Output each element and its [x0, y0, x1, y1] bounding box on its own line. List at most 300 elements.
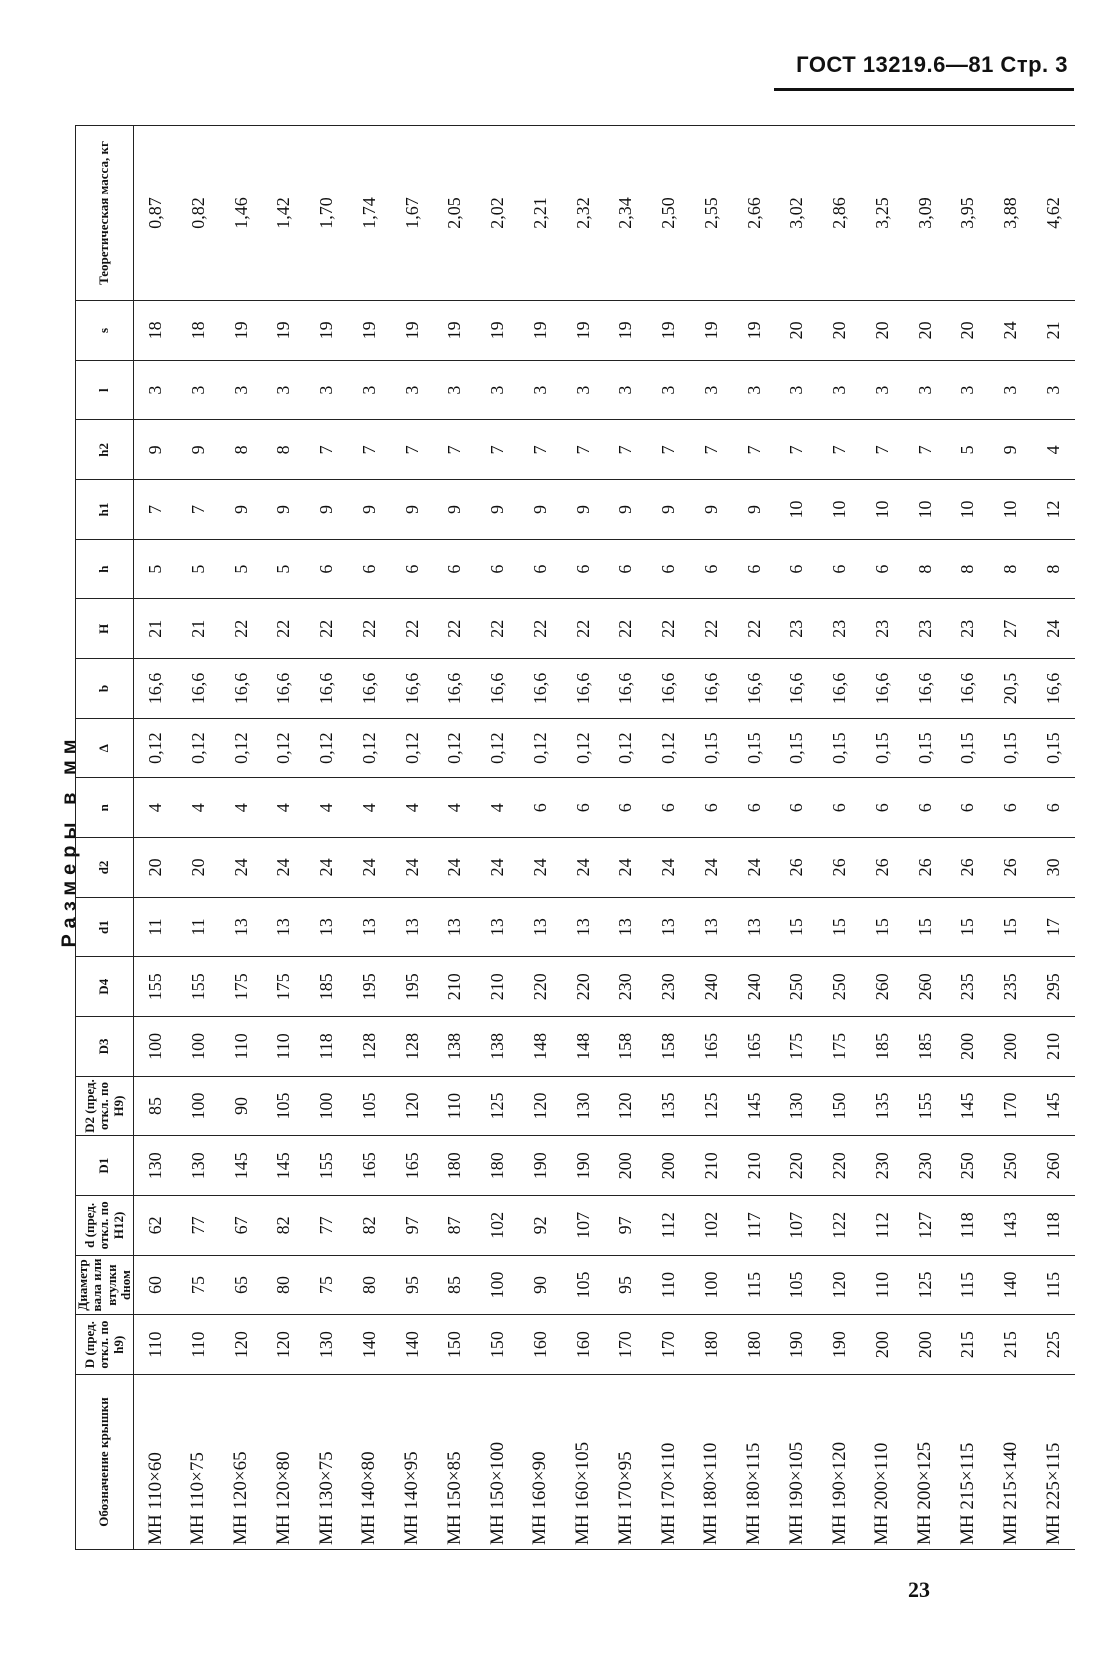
table-cell: 0,12 — [391, 718, 434, 778]
table-cell: 6 — [904, 778, 947, 838]
table-cell: 260 — [904, 957, 947, 1017]
table-cell: 4 — [220, 778, 263, 838]
table-cell: 9 — [690, 480, 733, 540]
column-header: h1 — [76, 480, 134, 540]
table-cell: 16,6 — [177, 659, 220, 719]
table-cell: 16,6 — [391, 659, 434, 719]
table-cell: 6 — [647, 539, 690, 599]
column-header: D4 — [76, 957, 134, 1017]
table-row — [776, 126, 819, 1550]
table-cell: МН 190×105 — [776, 1375, 819, 1550]
table-cell: МН 130×75 — [305, 1375, 348, 1550]
header-rule — [774, 88, 1074, 91]
table-cell: 1,67 — [391, 126, 434, 301]
table-cell: 6 — [776, 778, 819, 838]
table-cell: 3 — [647, 360, 690, 420]
table-cell: 175 — [263, 957, 306, 1017]
table-cell: 0,15 — [989, 718, 1032, 778]
table-cell: 3 — [305, 360, 348, 420]
table-cell: 13 — [562, 897, 605, 957]
table-cell: 13 — [434, 897, 477, 957]
table-cell: 9 — [733, 480, 776, 540]
table-cell: 135 — [647, 1076, 690, 1136]
table-cell: 24 — [690, 838, 733, 898]
table-row — [434, 126, 477, 1550]
table-cell: 1,74 — [348, 126, 391, 301]
table-cell: 9 — [348, 480, 391, 540]
table-cell: 160 — [562, 1315, 605, 1375]
table-cell: 16,6 — [562, 659, 605, 719]
table-cell: 6 — [861, 778, 904, 838]
table-cell: 165 — [348, 1136, 391, 1196]
table-cell: МН 170×110 — [647, 1375, 690, 1550]
table-cell: 22 — [733, 599, 776, 659]
table-cell: 62 — [134, 1196, 177, 1256]
table-cell: 125 — [904, 1255, 947, 1315]
table-row — [904, 126, 947, 1550]
table-row — [220, 126, 263, 1550]
table-row — [305, 126, 348, 1550]
table-cell: 180 — [434, 1136, 477, 1196]
table-cell: 8 — [263, 420, 306, 480]
table-cell: 19 — [647, 301, 690, 361]
table-cell: 5 — [134, 539, 177, 599]
table-cell: 26 — [947, 838, 990, 898]
table-row — [177, 126, 220, 1550]
table-cell: 105 — [562, 1255, 605, 1315]
table-cell: 19 — [605, 301, 648, 361]
column-header: Диаметр вала или втулки dном — [76, 1255, 134, 1315]
table-cell: 220 — [818, 1136, 861, 1196]
table-cell: 22 — [519, 599, 562, 659]
table-cell: 140 — [348, 1315, 391, 1375]
table-cell: 0,12 — [647, 718, 690, 778]
table-cell: 240 — [733, 957, 776, 1017]
table-cell: 90 — [220, 1076, 263, 1136]
table-cell: 120 — [605, 1076, 648, 1136]
table-cell: 16,6 — [305, 659, 348, 719]
table-cell: 97 — [391, 1196, 434, 1256]
table-cell: 0,15 — [690, 718, 733, 778]
table-cell: 82 — [348, 1196, 391, 1256]
table-cell: 0,12 — [134, 718, 177, 778]
table-cell: 155 — [134, 957, 177, 1017]
table-cell: 1,70 — [305, 126, 348, 301]
table-cell: 13 — [605, 897, 648, 957]
table-cell: 118 — [1032, 1196, 1075, 1256]
table-row — [690, 126, 733, 1550]
table-cell: 24 — [434, 838, 477, 898]
table-cell: 215 — [989, 1315, 1032, 1375]
table-cell: 16,6 — [476, 659, 519, 719]
table-cell: 220 — [776, 1136, 819, 1196]
table-cell: 180 — [476, 1136, 519, 1196]
table-cell: 22 — [305, 599, 348, 659]
table-cell: 87 — [434, 1196, 477, 1256]
table-cell: 0,12 — [305, 718, 348, 778]
table-header-row — [76, 126, 134, 1550]
table-cell: 155 — [177, 957, 220, 1017]
table-cell: 230 — [605, 957, 648, 1017]
table-cell: 3 — [605, 360, 648, 420]
table-cell: 200 — [647, 1136, 690, 1196]
table-cell: 7 — [476, 420, 519, 480]
table-cell: 2,66 — [733, 126, 776, 301]
table-cell: 130 — [305, 1315, 348, 1375]
table-cell: 95 — [391, 1255, 434, 1315]
table-cell: 24 — [733, 838, 776, 898]
table-cell: 22 — [476, 599, 519, 659]
table-cell: 26 — [861, 838, 904, 898]
table-cell: 9 — [391, 480, 434, 540]
rotated-table — [75, 125, 1075, 1550]
table-cell: 22 — [647, 599, 690, 659]
table-cell: 200 — [861, 1315, 904, 1375]
table-cell: 7 — [562, 420, 605, 480]
table-cell: 82 — [263, 1196, 306, 1256]
table-cell: 13 — [647, 897, 690, 957]
table-cell: 11 — [177, 897, 220, 957]
table-cell: 16,6 — [134, 659, 177, 719]
table-cell: МН 200×125 — [904, 1375, 947, 1550]
table-body — [134, 126, 1075, 1550]
table-cell: 9 — [605, 480, 648, 540]
table-cell: МН 150×85 — [434, 1375, 477, 1550]
table-cell: 20 — [904, 301, 947, 361]
table-cell: 140 — [989, 1255, 1032, 1315]
table-cell: 6 — [818, 778, 861, 838]
table-cell: 16,6 — [733, 659, 776, 719]
table-cell: 170 — [605, 1315, 648, 1375]
table-cell: 165 — [733, 1017, 776, 1077]
table-row — [562, 126, 605, 1550]
table-cell: 23 — [861, 599, 904, 659]
table-cell: 4 — [476, 778, 519, 838]
table-cell: 100 — [476, 1255, 519, 1315]
table-cell: 60 — [134, 1255, 177, 1315]
table-cell: 19 — [220, 301, 263, 361]
table-cell: 9 — [562, 480, 605, 540]
table-cell: 110 — [134, 1315, 177, 1375]
table-cell: 15 — [989, 897, 1032, 957]
table-cell: 5 — [177, 539, 220, 599]
table-cell: 120 — [263, 1315, 306, 1375]
table-cell: МН 190×120 — [818, 1375, 861, 1550]
table-cell: 3,88 — [989, 126, 1032, 301]
table-cell: 16,6 — [904, 659, 947, 719]
table-cell: 230 — [861, 1136, 904, 1196]
table-cell: 15 — [776, 897, 819, 957]
table-cell: 26 — [904, 838, 947, 898]
table-cell: 150 — [434, 1315, 477, 1375]
table-cell: 4 — [263, 778, 306, 838]
table-cell: 210 — [733, 1136, 776, 1196]
table-cell: 75 — [177, 1255, 220, 1315]
table-cell: 15 — [818, 897, 861, 957]
table-cell: 110 — [220, 1017, 263, 1077]
table-cell: 165 — [391, 1136, 434, 1196]
table-cell: 0,12 — [220, 718, 263, 778]
table-cell: 16,6 — [861, 659, 904, 719]
table-cell: 140 — [391, 1315, 434, 1375]
table-cell: 22 — [605, 599, 648, 659]
table-cell: 90 — [519, 1255, 562, 1315]
table-cell: 13 — [391, 897, 434, 957]
table-cell: МН 200×110 — [861, 1375, 904, 1550]
table-cell: 3 — [989, 360, 1032, 420]
table-cell: 6 — [647, 778, 690, 838]
table-cell: 110 — [434, 1076, 477, 1136]
table-cell: 7 — [434, 420, 477, 480]
table-cell: 16,6 — [348, 659, 391, 719]
table-cell: 295 — [1032, 957, 1075, 1017]
table-cell: 10 — [776, 480, 819, 540]
table-cell: 3 — [861, 360, 904, 420]
table-cell: 22 — [562, 599, 605, 659]
table-cell: 185 — [305, 957, 348, 1017]
table-cell: 24 — [562, 838, 605, 898]
table-cell: 0,15 — [776, 718, 819, 778]
table-cell: 200 — [989, 1017, 1032, 1077]
table-cell: 210 — [690, 1136, 733, 1196]
table-cell: 138 — [476, 1017, 519, 1077]
table-cell: 250 — [776, 957, 819, 1017]
table-cell: 19 — [348, 301, 391, 361]
page-number: 23 — [908, 1577, 930, 1602]
table-cell: 190 — [519, 1136, 562, 1196]
table-cell: 3 — [947, 360, 990, 420]
table-cell: 3 — [904, 360, 947, 420]
table-cell: 210 — [1032, 1017, 1075, 1077]
table-cell: 107 — [562, 1196, 605, 1256]
table-cell: 7 — [391, 420, 434, 480]
table-cell: 7 — [818, 420, 861, 480]
column-header: d (пред. откл. по H12) — [76, 1196, 134, 1256]
table-cell: 23 — [947, 599, 990, 659]
table-cell: 16,6 — [818, 659, 861, 719]
table-cell: 175 — [220, 957, 263, 1017]
table-row — [391, 126, 434, 1550]
table-cell: 13 — [220, 897, 263, 957]
table-cell: 220 — [562, 957, 605, 1017]
table-cell: 77 — [305, 1196, 348, 1256]
table-cell: 22 — [690, 599, 733, 659]
table-cell: 9 — [177, 420, 220, 480]
table-cell: 185 — [861, 1017, 904, 1077]
table-cell: МН 170×95 — [605, 1375, 648, 1550]
table-cell: 17 — [1032, 897, 1075, 957]
table-cell: 15 — [904, 897, 947, 957]
table-cell: 185 — [904, 1017, 947, 1077]
table-cell: 12 — [1032, 480, 1075, 540]
table-cell: 13 — [476, 897, 519, 957]
dimensions-title-text: Размеры в мм — [58, 732, 81, 948]
table-cell: 215 — [947, 1315, 990, 1375]
table-cell: 9 — [434, 480, 477, 540]
table-row — [519, 126, 562, 1550]
table-cell: 16,6 — [519, 659, 562, 719]
table-cell: 4 — [1032, 420, 1075, 480]
table-cell: 3,25 — [861, 126, 904, 301]
table-cell: 145 — [220, 1136, 263, 1196]
table-cell: 20 — [947, 301, 990, 361]
table-cell: 2,05 — [434, 126, 477, 301]
table-cell: 21 — [177, 599, 220, 659]
table-cell: 67 — [220, 1196, 263, 1256]
table-cell: 145 — [947, 1076, 990, 1136]
table-cell: 200 — [904, 1315, 947, 1375]
table-cell: 102 — [690, 1196, 733, 1256]
table-cell: 0,15 — [818, 718, 861, 778]
table-cell: МН 140×95 — [391, 1375, 434, 1550]
table-cell: 8 — [989, 539, 1032, 599]
table-cell: 22 — [391, 599, 434, 659]
table-cell: 120 — [391, 1076, 434, 1136]
table-cell: 9 — [220, 480, 263, 540]
table-cell: 10 — [904, 480, 947, 540]
column-header: d2 — [76, 838, 134, 898]
table-cell: 4 — [305, 778, 348, 838]
table-cell: 4 — [391, 778, 434, 838]
table-cell: 30 — [1032, 838, 1075, 898]
table-cell: 135 — [861, 1076, 904, 1136]
table-row — [134, 126, 177, 1550]
table-cell: 9 — [647, 480, 690, 540]
table-cell: 0,12 — [519, 718, 562, 778]
table-cell: 0,12 — [476, 718, 519, 778]
table-cell: 85 — [134, 1076, 177, 1136]
table-cell: МН 180×115 — [733, 1375, 776, 1550]
table-cell: 110 — [177, 1315, 220, 1375]
table-cell: 105 — [263, 1076, 306, 1136]
table-cell: 15 — [947, 897, 990, 957]
table-cell: 24 — [305, 838, 348, 898]
table-cell: 4,62 — [1032, 126, 1075, 301]
table-cell: 80 — [348, 1255, 391, 1315]
table-cell: 4 — [177, 778, 220, 838]
table-cell: 125 — [476, 1076, 519, 1136]
table-cell: 24 — [263, 838, 306, 898]
table-cell: 3 — [220, 360, 263, 420]
table-cell: 16,6 — [434, 659, 477, 719]
table-cell: 10 — [818, 480, 861, 540]
table-cell: 20 — [861, 301, 904, 361]
table-cell: 92 — [519, 1196, 562, 1256]
table-cell: 6 — [776, 539, 819, 599]
table-cell: 13 — [733, 897, 776, 957]
column-header: d1 — [76, 897, 134, 957]
table-cell: 2,50 — [647, 126, 690, 301]
table-cell: 150 — [476, 1315, 519, 1375]
table-cell: 190 — [818, 1315, 861, 1375]
table-cell: 26 — [989, 838, 1032, 898]
table-cell: 112 — [861, 1196, 904, 1256]
table-cell: 130 — [776, 1076, 819, 1136]
table-cell: 8 — [220, 420, 263, 480]
table-cell: 2,32 — [562, 126, 605, 301]
table-cell: 155 — [904, 1076, 947, 1136]
column-header: Δ — [76, 718, 134, 778]
table-cell: 97 — [605, 1196, 648, 1256]
table-cell: 8 — [1032, 539, 1075, 599]
table-cell: 6 — [476, 539, 519, 599]
column-header: H — [76, 599, 134, 659]
table-cell: МН 110×60 — [134, 1375, 177, 1550]
table-cell: 1,42 — [263, 126, 306, 301]
table-cell: 0,15 — [733, 718, 776, 778]
table-cell: 24 — [989, 301, 1032, 361]
table-cell: 6 — [818, 539, 861, 599]
table-cell: 4 — [434, 778, 477, 838]
table-cell: 22 — [220, 599, 263, 659]
table-cell: 3 — [690, 360, 733, 420]
table-cell: 110 — [861, 1255, 904, 1315]
table-cell: 19 — [519, 301, 562, 361]
table-cell: 120 — [220, 1315, 263, 1375]
table-row — [989, 126, 1032, 1550]
table-cell: 0,12 — [348, 718, 391, 778]
table-cell: 7 — [647, 420, 690, 480]
table-cell: 2,34 — [605, 126, 648, 301]
table-cell: 0,12 — [263, 718, 306, 778]
table-cell: 100 — [134, 1017, 177, 1077]
table-cell: 250 — [989, 1136, 1032, 1196]
table-cell: 0,15 — [947, 718, 990, 778]
table-cell: 2,55 — [690, 126, 733, 301]
table-cell: 9 — [989, 420, 1032, 480]
column-header: D1 — [76, 1136, 134, 1196]
table-row — [263, 126, 306, 1550]
table-cell: 130 — [562, 1076, 605, 1136]
document-header: ГОСТ 13219.6—81 Стр. 3 — [796, 52, 1068, 77]
table-cell: 3 — [562, 360, 605, 420]
table-cell: 9 — [476, 480, 519, 540]
table-cell: 6 — [690, 778, 733, 838]
table-cell: 230 — [647, 957, 690, 1017]
table-cell: 145 — [263, 1136, 306, 1196]
table-cell: 24 — [647, 838, 690, 898]
table-cell: 7 — [861, 420, 904, 480]
table-row — [647, 126, 690, 1550]
table-cell: 148 — [562, 1017, 605, 1077]
table-cell: 6 — [391, 539, 434, 599]
table-cell: 6 — [861, 539, 904, 599]
table-cell: 260 — [1032, 1136, 1075, 1196]
table-cell: 118 — [947, 1196, 990, 1256]
table-cell: 115 — [733, 1255, 776, 1315]
table-row — [605, 126, 648, 1550]
table-cell: 8 — [947, 539, 990, 599]
table-cell: 6 — [348, 539, 391, 599]
table-row — [818, 126, 861, 1550]
table-cell: 175 — [776, 1017, 819, 1077]
table-cell: 16,6 — [263, 659, 306, 719]
table-cell: 13 — [690, 897, 733, 957]
table-cell: МН 160×105 — [562, 1375, 605, 1550]
table-cell: 95 — [605, 1255, 648, 1315]
table-cell: 100 — [177, 1017, 220, 1077]
table-cell: 24 — [220, 838, 263, 898]
column-header: D3 — [76, 1017, 134, 1077]
table-cell: 3 — [733, 360, 776, 420]
table-cell: МН 160×90 — [519, 1375, 562, 1550]
table-cell: МН 140×80 — [348, 1375, 391, 1550]
table-cell: 20 — [776, 301, 819, 361]
table-cell: 180 — [733, 1315, 776, 1375]
table-cell: 170 — [647, 1315, 690, 1375]
table-cell: 3,02 — [776, 126, 819, 301]
table-cell: 0,12 — [562, 718, 605, 778]
